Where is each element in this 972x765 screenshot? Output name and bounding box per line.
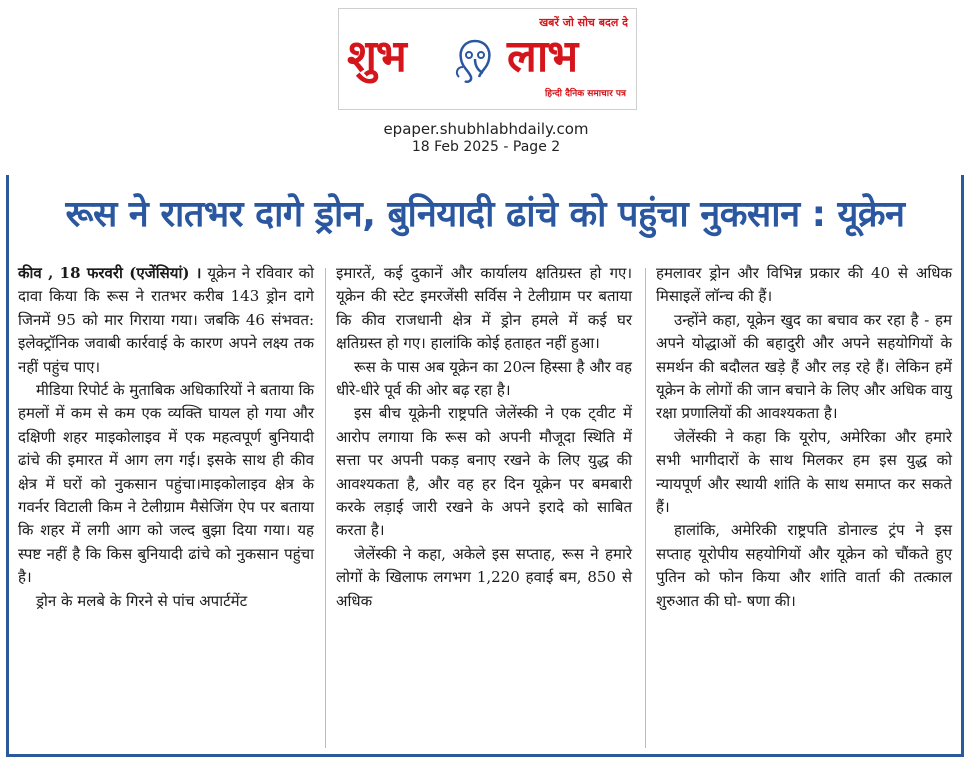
article-column-3 (656, 262, 952, 613)
column-divider (325, 268, 326, 748)
article-paragraph: हालांकि, अमेरिकी राष्ट्रपति डोनाल्ड ट्रंप ने इस सप्ताह यूरोपीय सहयोगियों और यूक्रेन को चौंकते हुए पुतिन को फोन किया और शांति वार्ता की तत्काल शुरुआत की घो- षणा की। (656, 521, 952, 610)
logo-text-right: लाभ (507, 31, 578, 82)
article-paragraph: हमलावर ड्रोन और विभिन्न प्रकार की 40 से अधिक मिसाइलें लॉन्च की हैं। (656, 264, 952, 306)
article-paragraph: जेलेंस्की ने कहा, अकेले इस सप्ताह, रूस ने हमारे लोगों के खिलाफ लगभग 1,220 हवाई बम, 850 से अधिक (336, 544, 632, 610)
article-column-1 (18, 262, 314, 613)
article-dateline: कीव , 18 फरवरी (एजेंसियां) । (18, 264, 202, 282)
article-paragraph: इस बीच यूक्रेनी राष्ट्रपति जेलेंस्की ने एक ट्वीट में आरोप लगाया कि रूस को अपनी मौजूदा स्थिति में सत्ता पर अपनी पकड़ बनाए रखने के लिए युद्ध की आवश्यकता है, और वह हर दिन यूक्रेन पर बमबारी करके लड़ाई जारी रखने के अपने इरादे को साबित करता है। (336, 404, 632, 540)
article-paragraph: मीडिया रिपोर्ट के मुताबिक अधिकारियों ने बताया कि हमलों में कम से कम एक व्यक्ति घायल हो गया और दक्षिणी शहर माइकोलाइव में एक महत्वपूर्ण बुनियादी ढांचे की इमारत में आग लग गई। इसके साथ ही कीव क्षेत्र में घरों को नुकसान पहुंचा।माइकोलाइव क्षेत्र के गवर्नर विटाली किम ने टेलीग्राम मैसेजिंग ऐप पर बताया कि शहर में लगी आग को जल्द बुझा दिया गया। यह स्पष्ट नहीं है कि किस बुनियादी ढांचे को नुकसान पहुंचा है। (18, 381, 314, 587)
article-paragraph: रूस के पास अब यूक्रेन का 20त्न हिस्सा है और वह धीरे-धीरे पूर्व की ओर बढ़ रहा है। (336, 357, 632, 400)
masthead-subtagline: हिन्दी दैनिक समाचार पत्र (544, 89, 626, 99)
article-paragraph: इमारतें, कई दुकानें और कार्यालय क्षतिग्रस्त हो गए।यूक्रेन की स्टेट इमरजेंसी सर्विस ने टेलीग्राम पर बताया कि कीव राजधानी क्षेत्र में ड्रोन हमले में कई घर क्षतिग्रस्त हो गए। हालांकि कोई हताहत नहीं हुआ। (336, 264, 632, 353)
column-divider (645, 268, 646, 748)
paragraph-text: यूक्रेन ने रविवार को दावा किया कि रूस ने रातभर करीब 143 ड्रोन दागे जिनमें 95 को मार गिराया गया। जबकि 46 संभवत: इलेक्ट्रॉनिक जवाबी कार्रवाई के कारण अपने लक्ष्य तक नहीं पहुंच पाए। (18, 264, 314, 376)
article-headline: रूस ने रातभर दागे ड्रोन, बुनियादी ढांचे को पहुंचा नुकसान : यूक्रेन (65, 194, 905, 235)
newspaper-masthead (338, 8, 637, 110)
article-paragraph (18, 262, 314, 379)
article-paragraph: ड्रोन के मलबे के गिरने से पांच अपार्टमेंट (36, 591, 248, 610)
article-column-2 (336, 262, 632, 613)
masthead-tagline: खबरें जो सोच बदल दे (539, 16, 628, 29)
epaper-url: epaper.shubhlabhdaily.com (383, 120, 589, 138)
article-paragraph: उन्होंने कहा, यूक्रेन खुद का बचाव कर रहा है - हम अपने योद्धाओं की बहादुरी और अपने सहयोगियों के समर्थन की बदौलत खड़े हैं और लड़ रहे हैं। लेकिन हमें यूक्रेन के लोगों की जान बचाने के लिए और अधिक वायु रक्षा प्रणालियों की आवश्यकता है। (656, 310, 952, 423)
edition-date: 18 Feb 2025 - Page 2 (411, 139, 561, 155)
logo-text-left: शुभ (347, 31, 406, 82)
ganesha-logo-icon (453, 37, 497, 85)
article-paragraph: जेलेंस्की ने कहा कि यूरोप, अमेरिका और हमारे सभी भागीदारों के साथ मिलकर हम इस युद्ध को न्यायपूर्ण और स्थायी शांति के साथ समाप्त कर सकते हैं। (656, 427, 952, 517)
article-body (18, 262, 958, 752)
